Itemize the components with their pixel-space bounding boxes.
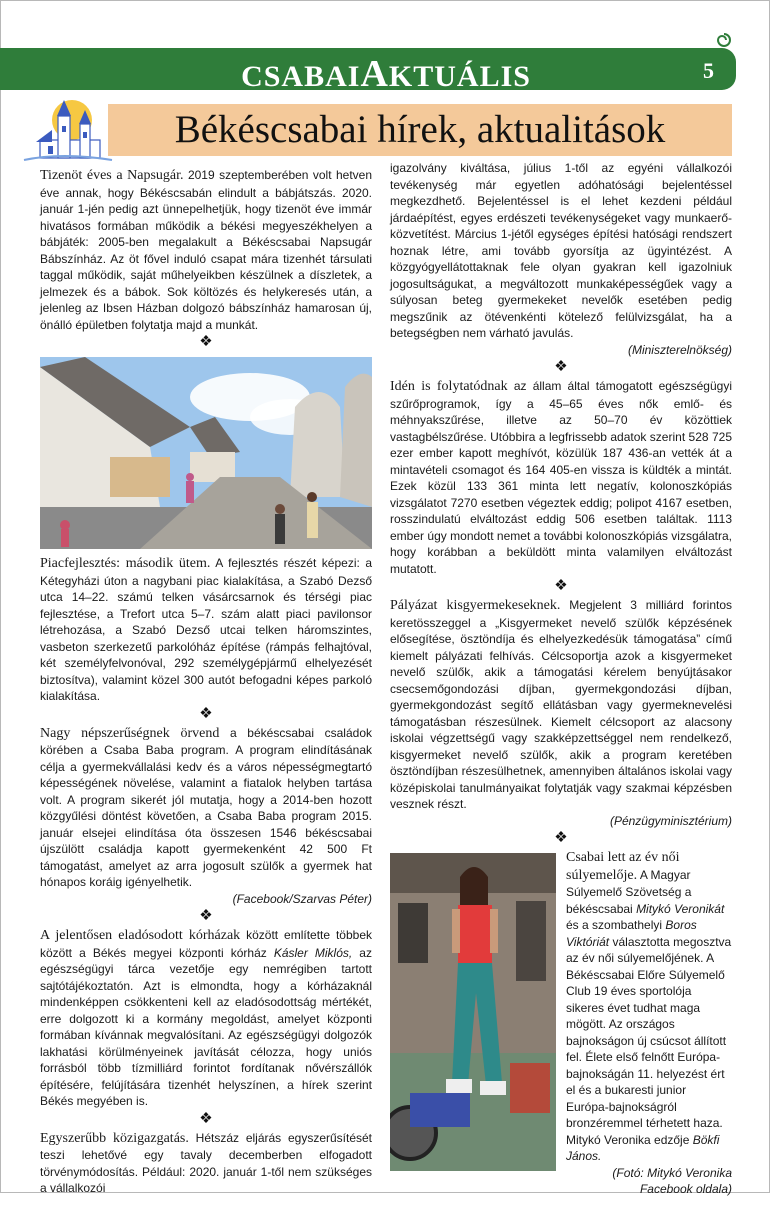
separator-ornament: ❖	[199, 1109, 213, 1127]
article-piacfejlesztes: Piacfejlesztés: második ütem. A fejlesztés részét képezi: a Kétegyházi úton a nagybani piac kialakítása, a Szabó Dezső utca 14–22. számú telken vásárcsarnok és térségi piac fejlesztése, a Trefort utca 5–7. szám alatt piaci pavilonsor létrehozása, a Szabó Dezső utcai telken háromszintes, vasbeton szerkezetű parkolóház építése (rámpás felhajtóval, két személyfelvonóval, 292 személygépjármű elhelyezését biztosítva), valamint közel 300 autót befogadni képes parkoló kialakítása.	[40, 556, 373, 703]
weightlifter-photo	[390, 853, 556, 1171]
article-csaba-baba: Nagy népszerűségnek örvend a békéscsabai családok körében a Csaba Baba program. A program elindításának célja a gyermekvállalási kedv és a város népességmegtartó képességének növelése, valamint a fiatalok helyben tartása volt. A program sikerét jól mutatja, hogy a 2014-ben hozott közgyűlési döntést követően, a Csaba Baba program 2015. január elsejei elindítása óta összesen 1546 békéscsabai újszülött családja kapott gyermekenként 42 500 Ft támogatást, amelyet az arra jogosult szülők a gyermek hat hónapos koráig igényelhetik. (Facebook/Szarvas Péter)	[40, 725, 372, 906]
article-palyazat: Pályázat kisgyermekeseknek. Megjelent 3 milliárd forintos keretösszeggel a „Kisgyermeket nevelő szülők képzésének elősegítése, ösztöndíja és elhelyezkedésük támogatása” című kiemelt pályázati felhívás. Célcsoportja azok a kisgyermeket nevelő szülők, akik a támogatási kérelem benyújtásakor csecsemőgondozási díjban, gyermekgondozási díjban, gyermekgondozást segítő ellátásban vagy gyermeknevelési támogatásban részesülnek. Kiemelt célcsoport az alacsony iskolai végzettségű vagy szakképzettséggel nem rendelkező, kisgyermeket nevelő szülők, akik a program keretében ösztöndíjban részesülhetnek, amennyiben általános iskolai vagy középiskolai tanulmányaikat folytatják vagy szakmai képzésben vesznek részt. (Pénzügyminisztérium)	[390, 598, 733, 828]
separator-ornament: ❖	[199, 333, 213, 350]
church-icon	[22, 96, 114, 166]
separator-ornament: ❖	[554, 829, 568, 846]
article-szuroprogramok: Idén is folytatódnak az állam által támogatott egészségügyi szűrőprogramok, így a 45–65 éves nők emlő- és méhnyakszűrése, illetve az 50–70 év közöttiek vastagbélszűrése. Utóbbira a legfrissebb adatok szerint 528 725 ezer ember kapott meghívót, közülük 187 436-an vették át a mintavételi csomagot és 164 405-en vissza is küldték a mintát. Ezek közül 133 361 minta lett negatív, kolonoszkópiás vizsgálatot 7270 esetben végeztek eddig; polipot 4167 esetben, rosszindulatú elváltozást eddig 506 esetben találtak. 1113 ember úgy mondott nemet a további kolonoszkópiás vizsgálatra, hogy korábban a beküldött minta valamilyen elváltozást mutatott.	[390, 379, 732, 576]
header-brand: CSABAIAKTUÁLIS	[241, 53, 531, 95]
separator-ornament: ❖	[199, 907, 213, 924]
separator-ornament: ❖	[554, 358, 568, 375]
market-photo	[40, 357, 372, 549]
article-source: (Miniszterelnökség)	[627, 342, 732, 357]
article-sulyemelo-text: Csabai lett az év női súlyemelője. A Magyar Súlyemelő Szövetség a békéscsabai Mitykó Veronikát és a szombathelyi Boros Viktóriát választotta megosztva az év női súlyemelőjének. A Békéscsabai Előre Súlyemelő Club 19 éves sportolója sikeres évet tudhat maga mögött. Az országos bajnokságon új csúcsot állított fel. Élete első felnőtt Európa-bajnokságán 11. helyezést ért el és a bukaresti junior Európa-bajnokságról bronzéremmel térhetett haza. Mitykó Veronika edzője Bökfi János.	[566, 850, 732, 1163]
article-napsugar: Tizenöt éves a Napsugár. 2019 szeptemberében volt hetven éve annak, hogy Békéscsabán elindult a bábjátszás. 2020. január 1-jén pedig azt ünnepelhetjük, hogy tizenöt éve immár hivatásos formában működik a békési megyeszékhelyen a bábjáték: 2005-ben megalakult a Békéscsabai Napsugár Bábszínház. Az öt fővel induló csapat mára tizenhét társulati taggal működik, saját műhelyeikben készülnek a díszletek, a jelmezek és a bábok. Sok költözés és helykeresés után, a jelenleg az Ibsen Házban dolgozó bábszínház hamarosan új, önálló épületben folytatja majd a munkát.	[40, 168, 373, 332]
photo-credit: (Fotó: Mitykó Veronika Facebook oldala)	[612, 1165, 732, 1196]
separator-ornament: ❖	[199, 704, 213, 722]
article-source: (Pénzügyminisztérium)	[609, 813, 732, 828]
article-kozigazgatas-continued: igazolvány kiváltása, július 1-től az egyéni vállalkozói tevékenység már egyetlen adóhatósági bejelentéssel megkezdhető. Bejelentéssel is el lehet kezdeni például járdaépítést, egyes erdészeti tevékenységeket vagy munkaerő-közvetítést. Március 1-jétől egységes építési hatósági rendszert hoznak létre, ami tovább gyorsítja az ügyintézést. A közgyógyellátottaknak fele olyan gyakran kell igazolniuk jogosultságukat, a megváltozott munkaképességűek vagy a súlyosan beteg gyermekeket nevelők esetében pedig megszűnik az ötévenkénti kötelező felülvizsgálat, ha a betegségben nem várható javulás. (Miniszterelnökség)	[390, 161, 732, 357]
separator-ornament: ❖	[554, 577, 568, 594]
article-source: (Facebook/Szarvas Péter)	[232, 891, 372, 906]
swirl-icon	[716, 32, 732, 48]
page-title: Békéscsabai hírek, aktualitások	[174, 108, 666, 151]
article-korhazak: A jelentősen eladósodott kórházak között említette többek között a Békés megyei központi kórház Kásler Miklós, az egészségügyi tárca vezetője egy nemrégiben tartott sajtótájékoztatón. Azt is elmondta, hogy a kórházaknál mindenképpen csökkenteni kell az eladósodottság mértékét, erre dolgozott ki a kormány megoldást, amelyet központi formában kívánnak megvalósítani. Az egészségügyi dolgozók lakhatási körülményeinek javítását célozza, hogy uniós forrásból több tízmilliárd forintot fordítanak nővérszállók építésére, felújítására tizenhét helyszínen, a hírek szerint Békés megyében is.	[40, 928, 372, 1108]
article-sulyemelo	[390, 849, 732, 1198]
left-column	[40, 167, 372, 1197]
right-column	[390, 160, 732, 1198]
page-number: 5	[703, 58, 714, 83]
article-kozigazgatas: Egyszerűbb közigazgatás. Hétszáz eljárás egyszerűsítését teszi lehetővé egy tavaly decemberben elfogadott törvénymódosítás. Például: 2020. január 1-től nem szükséges a vállalkozói	[40, 1130, 373, 1195]
